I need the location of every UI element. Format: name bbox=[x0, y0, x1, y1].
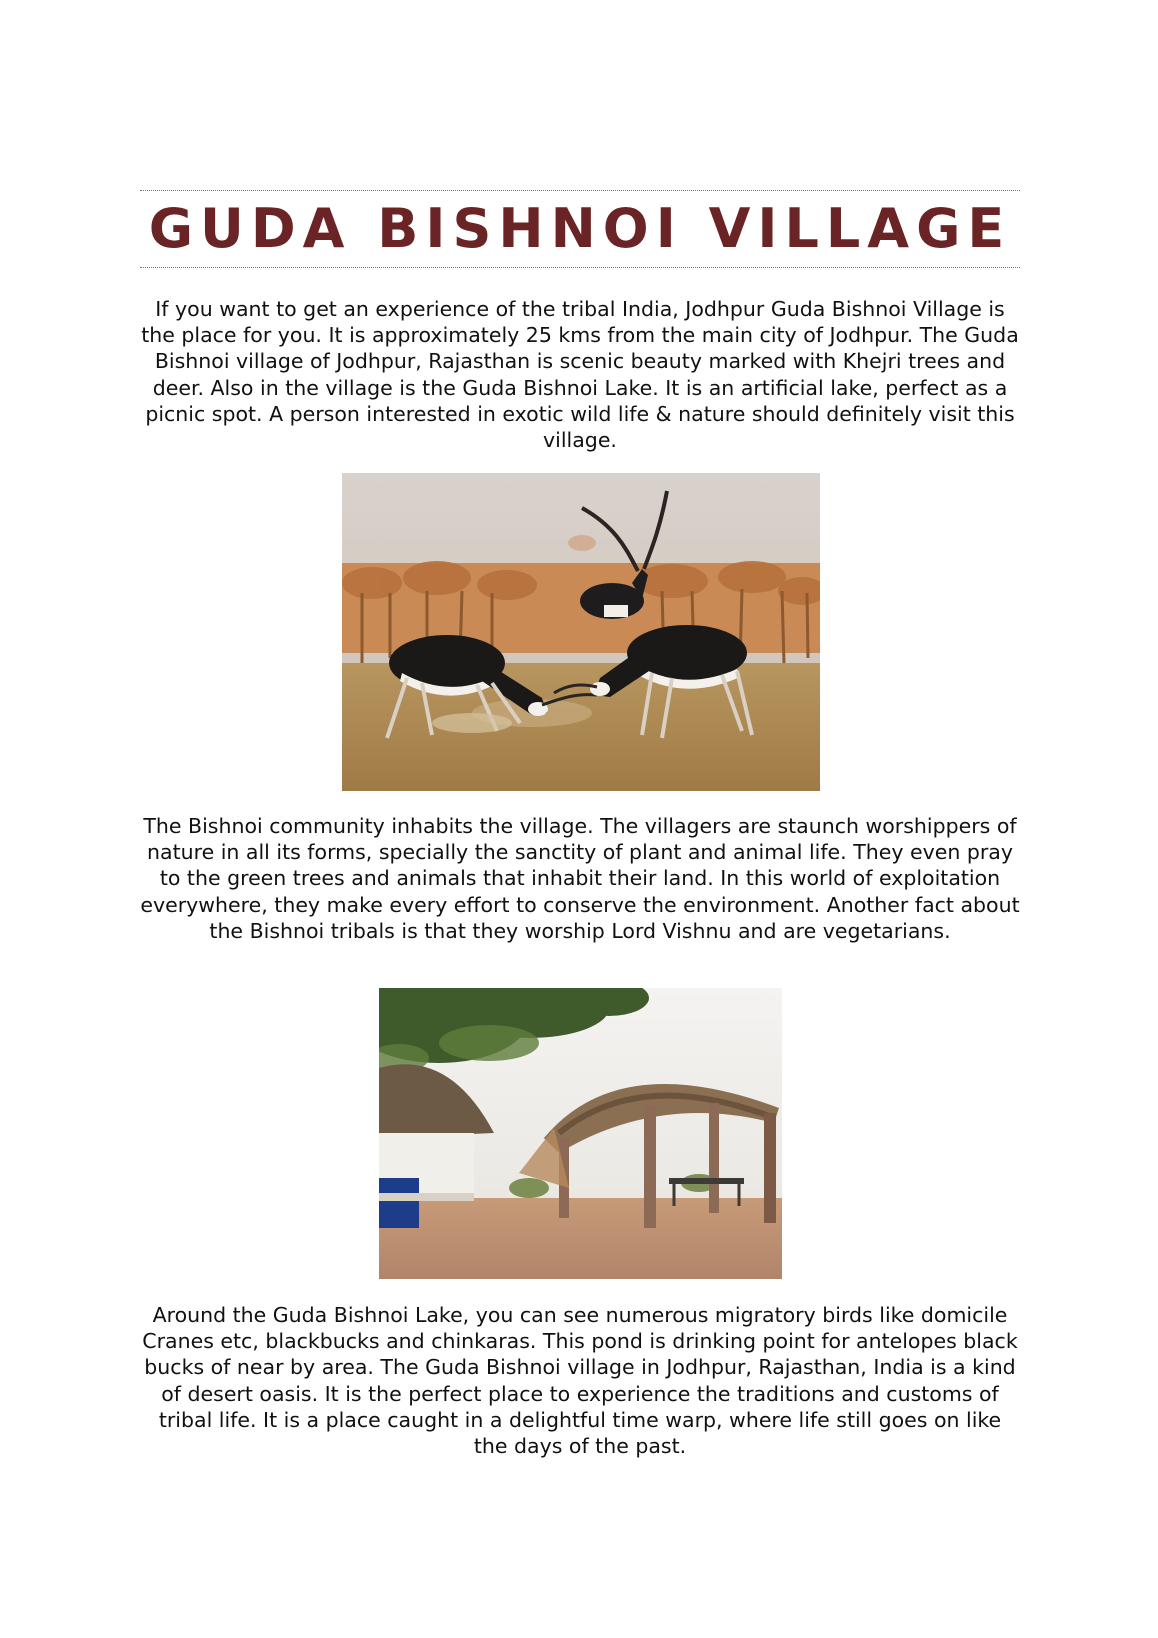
community-paragraph: The Bishnoi community inhabits the village. The villagers are staunch worshippers of nature in all its forms, specially the sanctity of plant and animal life. They even pray to the green trees and animals that inhabit their land. In this world of exploitation everywhere, they make every effort to conserve the environment. Another fact about the Bishnoi tribals is that they worship Lord Vishnu and are vegetarians. bbox=[140, 814, 1020, 943]
title-bottom-rule bbox=[140, 267, 1020, 268]
intro-paragraph: If you want to get an experience of the tribal India, Jodhpur Guda Bishnoi Village is the place for you. It is approximately 25 kms from the main city of Jodhpur. The Guda Bishnoi village of Jodhpur, Rajasthan is scenic beauty marked with Khejri trees and deer. Also in the village is the Guda Bishnoi Lake. It is an artificial lake, perfect as a picnic spot. A person interested in exotic wild life & nature should definitely visit this village. bbox=[141, 297, 1019, 453]
lake-paragraph: Around the Guda Bishnoi Lake, you can see numerous migratory birds like domicile Cranes etc, blackbucks and chinkaras. This pond is drinking point for antelopes black bucks of near by area. The Guda Bishnoi village in Jodhpur, Rajasthan, India is a kind of desert oasis. It is the perfect place to experience the traditions and customs of tribal life. It is a place caught in a delightful time warp, where life still goes on like the days of the past. bbox=[142, 1303, 1018, 1459]
blackbucks-photo bbox=[342, 473, 820, 791]
page-title: GUDA BISHNOI VILLAGE bbox=[148, 197, 1012, 260]
village-huts-photo bbox=[379, 988, 782, 1279]
